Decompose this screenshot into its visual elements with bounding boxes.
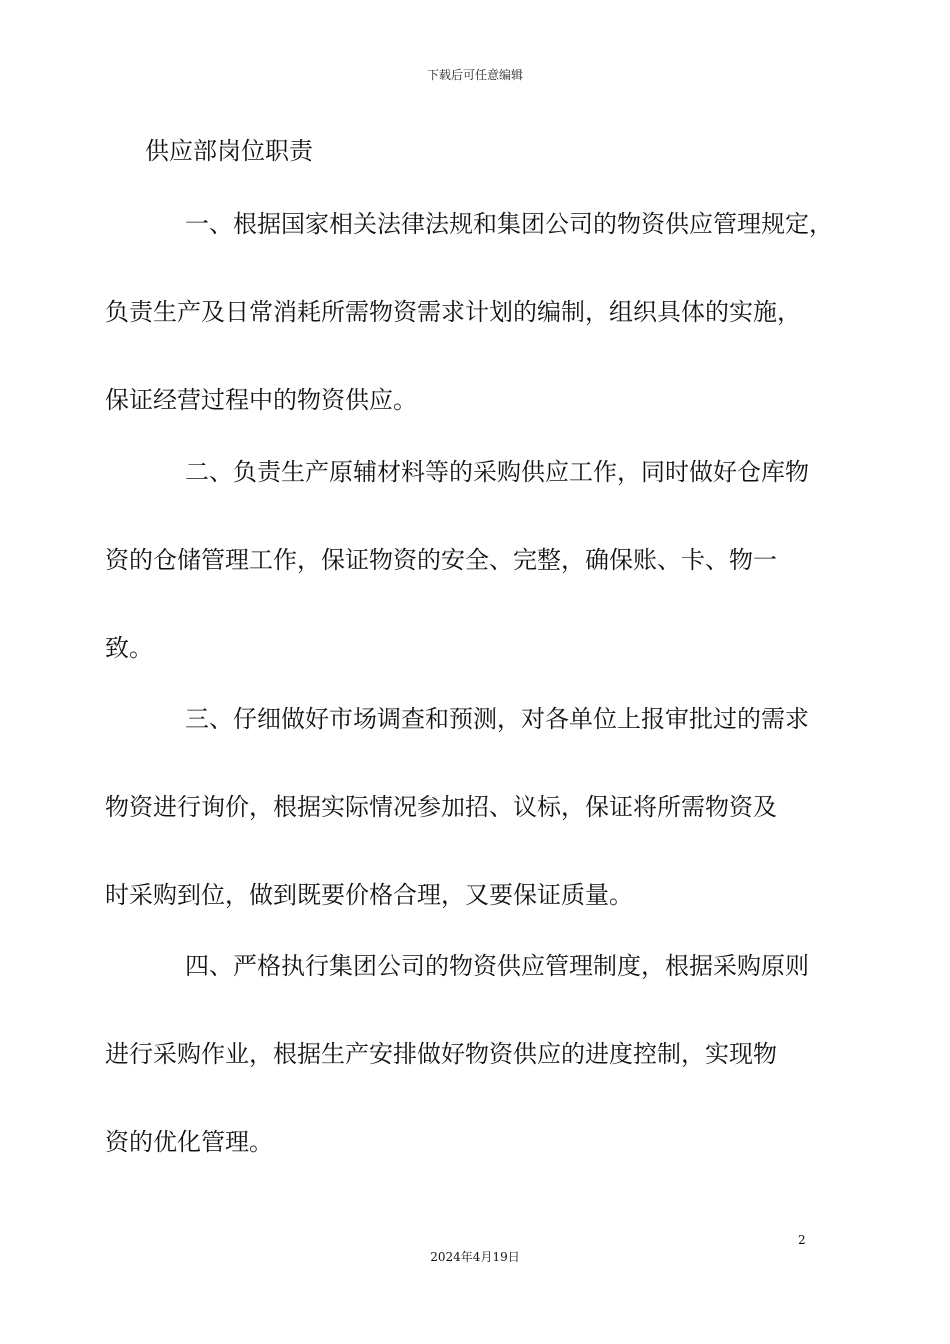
paragraph-1 [105,180,833,444]
paragraph-line: 三、仔细做好市场调查和预测，对各单位上报审批过的需求 [185,705,809,733]
paragraph-line: 负责生产及日常消耗所需物资需求计划的编制，组织具体的实施， [105,298,801,326]
paragraph-line: 资的仓储管理工作，保证物资的安全、完整，确保账、卡、物一 [105,546,777,574]
page-number: 2 [798,1233,806,1247]
paragraph-line: 一、根据国家相关法律法规和集团公司的物资供应管理规定， [185,210,833,238]
footer-date: 2024年4月19日 [430,1250,520,1264]
paragraph-line: 四、严格执行集团公司的物资供应管理制度，根据采购原则 [185,952,809,980]
document-title: 供应部岗位职责 [145,137,313,165]
paragraph-line: 致。 [105,634,153,662]
paragraph-line: 时采购到位，做到既要价格合理，又要保证质量。 [105,881,633,909]
paragraph-2 [105,428,810,692]
paragraph-line: 保证经营过程中的物资供应。 [105,386,417,414]
paragraph-line: 进行采购作业，根据生产安排做好物资供应的进度控制，实现物 [105,1040,777,1068]
paragraph-line: 资的优化管理。 [105,1128,273,1156]
page-header: 下载后可任意编辑 [426,68,523,82]
paragraph-line: 物资进行询价，根据实际情况参加招、议标，保证将所需物资及 [105,793,777,821]
paragraph-4 [105,922,810,1186]
paragraph-line: 二、负责生产原辅材料等的采购供应工作，同时做好仓库物 [185,458,809,486]
paragraph-3 [105,675,810,939]
